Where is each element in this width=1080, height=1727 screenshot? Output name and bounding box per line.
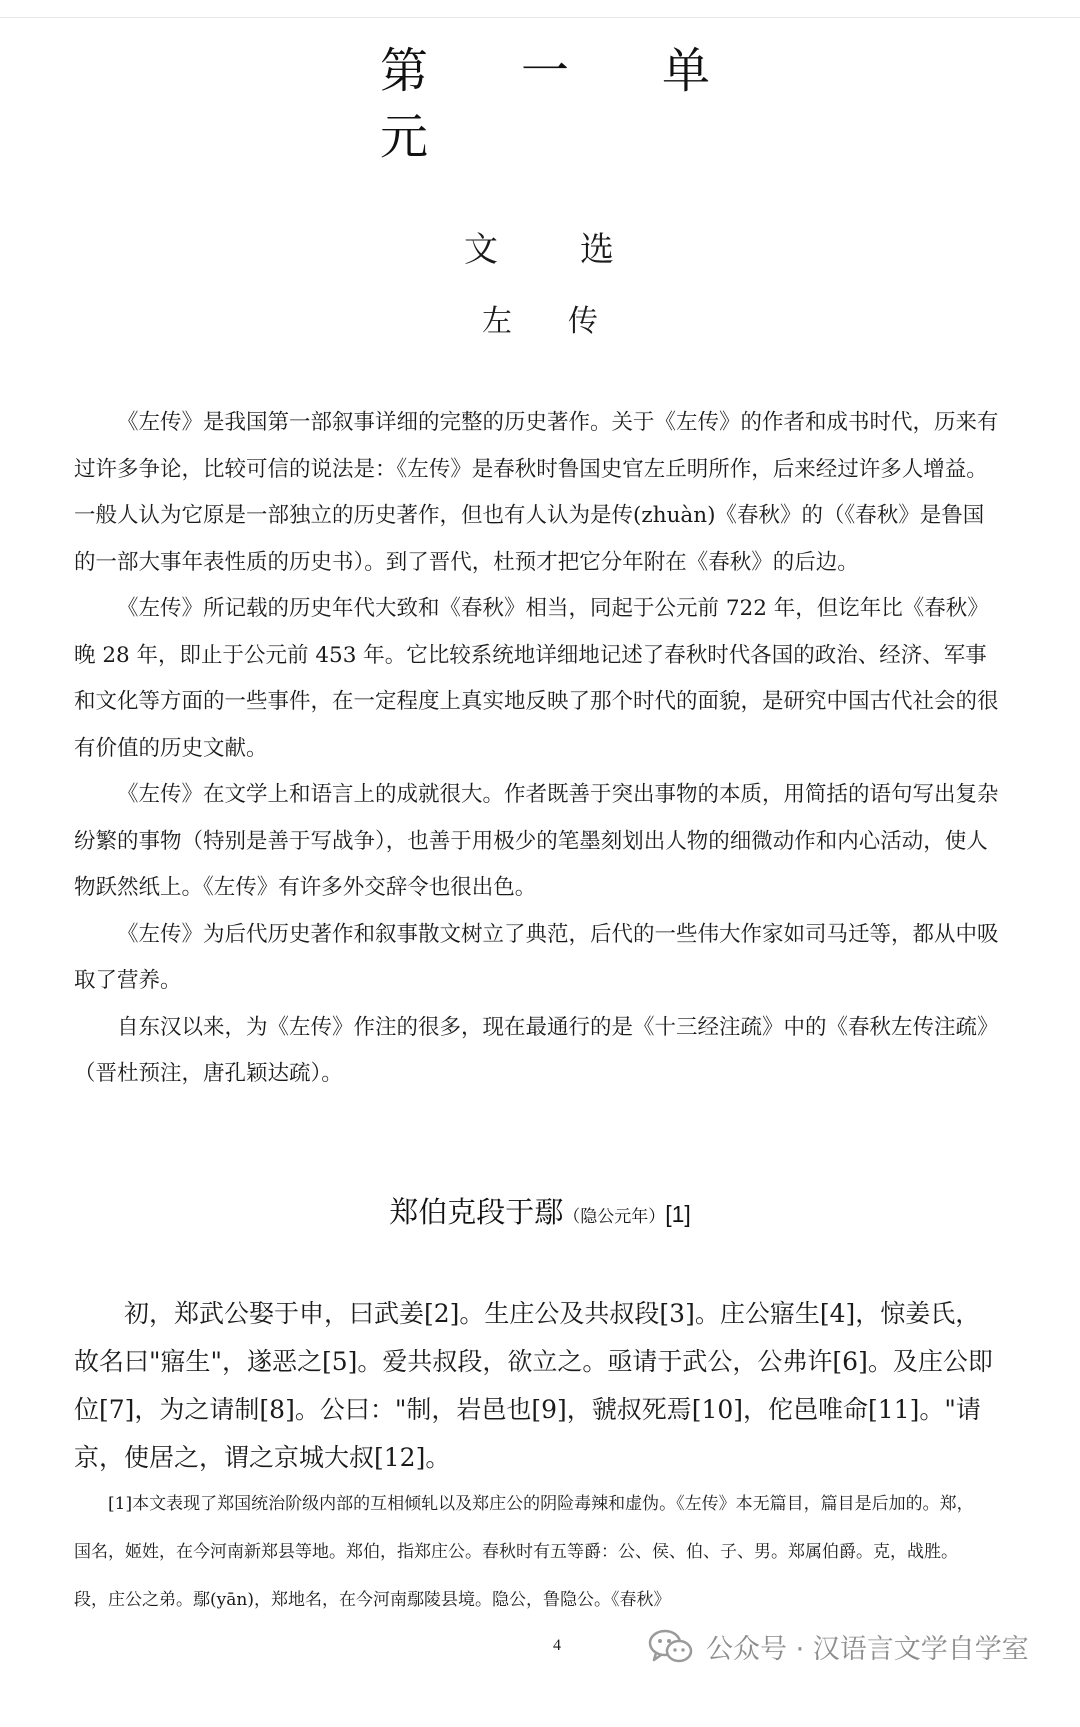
unit-title-char: 第 xyxy=(380,43,429,99)
watermark-text: 公众号 · 汉语言文学自学室 xyxy=(706,1634,1029,1665)
intro-section xyxy=(74,400,1004,1098)
intro-paragraph: 《左传》在文学上和语言上的成就很大。作者既善于突出事物的本质，用简括的语句写出复杂纷繁的事物（特别是善于写战争），也善于用极少的笔墨刻划出人物的细微动作和内心活动，使人物跃然纸上。《左传》有许多外交辞令也很出色。 xyxy=(74,782,999,900)
article-body xyxy=(74,1290,1004,1482)
section-title-char: 选 xyxy=(580,230,616,270)
book-title-char: 左 xyxy=(482,304,512,339)
book-title-char: 传 xyxy=(568,304,598,339)
article-title-footnote-ref: [1] xyxy=(665,1201,691,1227)
article-title-subtitle: （隐公元年） xyxy=(563,1207,666,1227)
intro-paragraph: 《左传》是我国第一部叙事详细的完整的历史著作。关于《左传》的作者和成书时代，历来有过许多争论，比较可信的说法是：《左传》是春秋时鲁国史官左丘明所作，后来经过许多人增益。一般人认为它原是一部独立的历史著作，但也有人认为是传(zhuàn)《春秋》的（《春秋》是鲁国的一部大事年表性质的历史书）。到了晋代，杜预才把它分年附在《春秋》的后边。 xyxy=(74,410,999,575)
unit-title-char: 一 xyxy=(520,43,569,99)
watermark xyxy=(648,1627,1029,1666)
article-paragraph: 初，郑武公娶于申，曰武姜[2]。生庄公及共叔段[3]。庄公寤生[4]，惊姜氏，故名曰"寤生"，遂恶之[5]。爱共叔段，欲立之。亟请于武公，公弗许[6]。及庄公即位[7]，为之请制[8]。公曰："制，岩邑也[9]，虢叔死焉[10]，佗邑唯命[11]。"请京，使居之，谓之京城大叔[12]。 xyxy=(74,1299,993,1472)
unit-title xyxy=(380,38,710,170)
section-title xyxy=(0,222,1080,271)
wechat-icon xyxy=(648,1629,694,1665)
unit-title-line2: 元 xyxy=(380,109,429,165)
page-number: 4 xyxy=(553,1637,561,1654)
footnote xyxy=(74,1480,984,1624)
unit-title-char: 单 xyxy=(661,43,710,99)
intro-paragraph: 《左传》为后代历史著作和叙事散文树立了典范，后代的一些伟大作家如司马迁等，都从中吸取了营养。 xyxy=(74,921,999,993)
top-divider xyxy=(0,17,1080,18)
intro-paragraph: 自东汉以来，为《左传》作注的很多，现在最通行的是《十三经注疏》中的《春秋左传注疏》（晋杜预注，唐孔颖达疏）。 xyxy=(74,1014,999,1086)
book-title xyxy=(0,296,1080,340)
article-title-main: 郑伯克段于鄢 xyxy=(389,1195,564,1229)
section-title-char: 文 xyxy=(464,230,500,270)
footnote-text: [1]本文表现了郑国统治阶级内部的互相倾轧以及郑庄公的阴险毒辣和虚伪。《左传》本无篇目，篇目是后加的。郑，国名，姬姓，在今河南新郑县等地。郑伯，指郑庄公。春秋时有五等爵：公、侯、伯、子、男。郑属伯爵。克，战胜。段，庄公之弟。鄢(yān)，郑地名，在今河南鄢陵县境。隐公，鲁隐公。《春秋》 xyxy=(74,1494,974,1610)
intro-paragraph: 《左传》所记载的历史年代大致和《春秋》相当，同起于公元前 722 年，但讫年比《春秋》晚 28 年，即止于公元前 453 年。它比较系统地详细地记述了春秋时代各国的政治、经济、军事和文化等方面的一些事件，在一定程度上真实地反映了那个时代的面貌，是研究中国古代社会的很有价值的历史文献。 xyxy=(74,596,999,761)
article-title xyxy=(0,1190,1080,1231)
